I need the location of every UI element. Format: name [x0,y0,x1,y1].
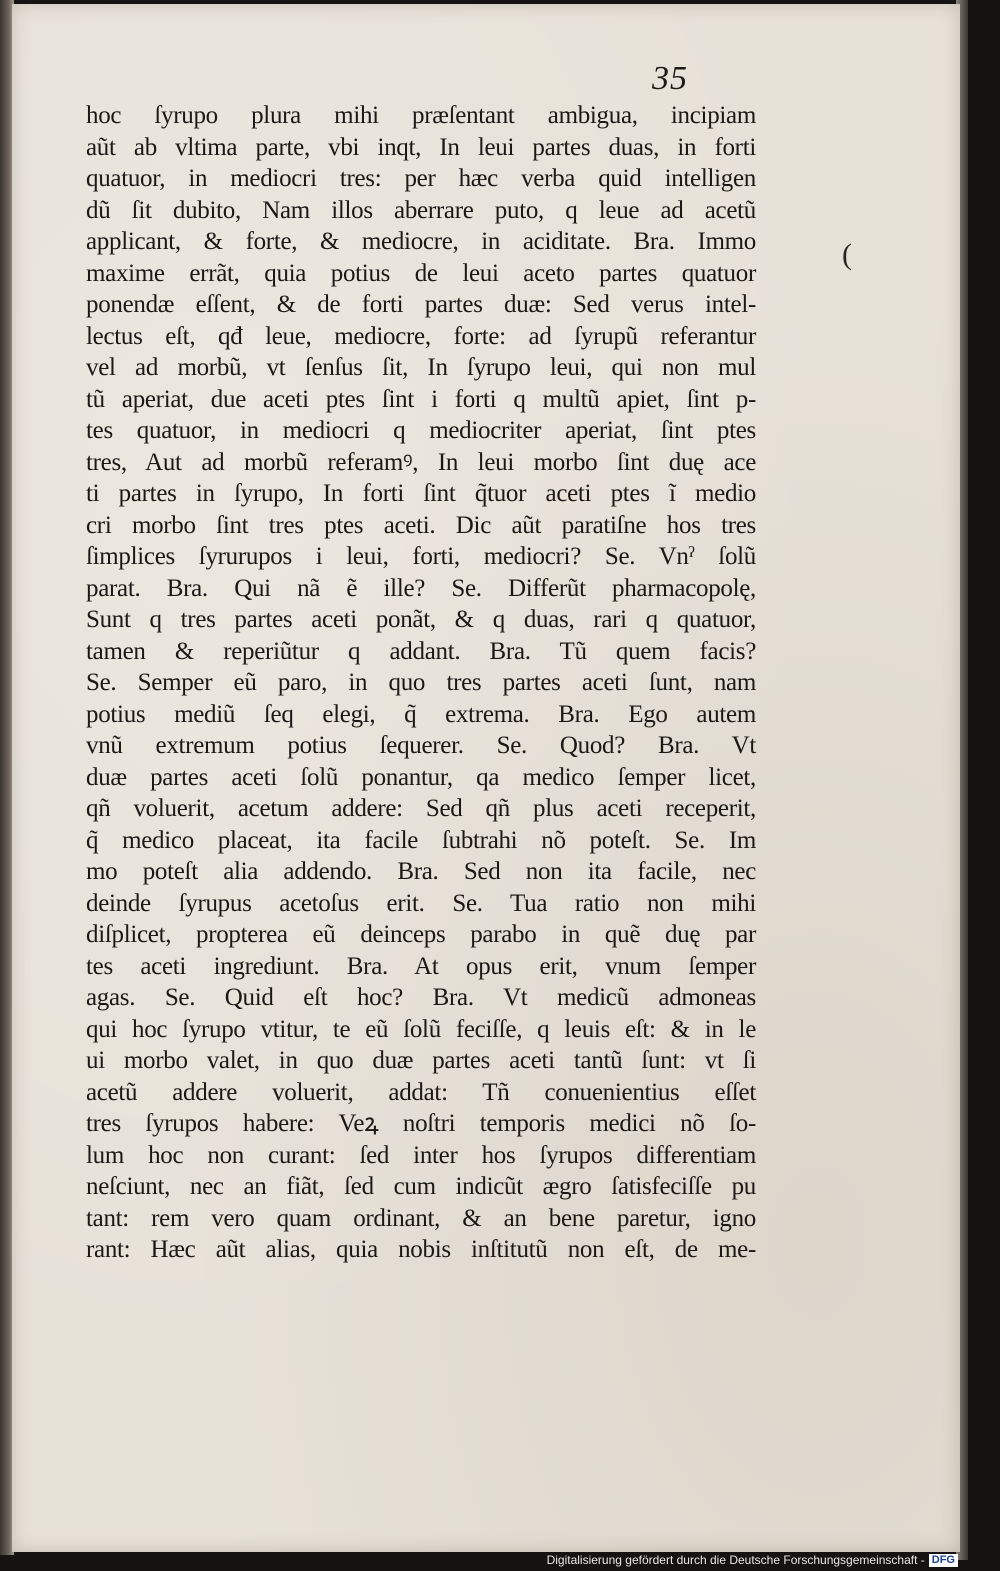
text-line: Se. Semper eũ paro, in quo tres partes aceti ſunt, nam [86,669,756,696]
text-line: cri morbo ſint tres ptes aceti. Dic aũt paratiſne hos tres [86,511,756,539]
body-text [86,100,756,1266]
text-line: parat. Bra. Qui nã ẽ ille? Se. Differũt pharmacopolę, [86,574,756,602]
text-line: lectus eſt, qđ leue, mediocre, forte: ad ſyrupũ referantur [86,322,756,350]
dfg-logo: DFG [929,1554,958,1567]
text-line: vnũ extremum potius ſequerer. Se. Quod? Bra. Vt [86,732,756,759]
page-number: 35 [652,60,688,97]
text-line: qñ voluerit, acetum addere: Sed qñ plus aceti receperit, [86,795,756,822]
text-line: tres ſyrupos habere: Veꝝ noſtri temporis medici nõ ſo- [86,1110,756,1137]
text-line: dũ ſit dubito, Nam illos aberrare puto, q leue ad acetũ [86,196,756,224]
text-line: diſplicet, propterea eũ deinceps parabo in quẽ duę par [86,921,756,948]
digitization-footer [547,1553,958,1567]
text-line: deinde ſyrupus acetoſus erit. Se. Tua ratio non mihi [86,889,756,917]
text-line: applicant, & forte, & mediocre, in aciditate. Bra. Immo [86,228,756,255]
footer-credit: Digitalisierung gefördert durch die Deutsche Forschungsgemeinschaft - [546,1553,925,1567]
text-line: qui hoc ſyrupo vtitur, te eũ ſolũ feciſſe, q leuis eſt: & in le [86,1015,756,1043]
text-line: tamen & reperiũtur q addant. Bra. Tũ quem facis? [86,637,756,665]
text-line: q̃ medico placeat, ita facile ſubtrahi nõ poteſt. Se. Im [86,826,756,854]
text-line: agas. Se. Quid eſt hoc? Bra. Vt medicũ admoneas [86,984,756,1011]
text-line: ui morbo valet, in quo duæ partes aceti tantũ ſunt: vt ſi [86,1047,756,1074]
text-line: potius mediũ ſeq elegi, q̃ extrema. Bra. Ego autem [86,700,756,728]
text-line: tũ aperiat, due aceti ptes ſint i forti q multũ apiet, ſint p- [86,385,756,413]
text-line: quatuor, in mediocri tres: per hæc verba quid intelligen [86,165,756,192]
text-line: duæ partes aceti ſolũ ponantur, qa medico ſemper licet, [86,763,756,791]
text-line: lum hoc non curant: ſed inter hos ſyrupos differentiam [86,1141,756,1169]
text-line: vel ad morbũ, vt ſenſus ſit, In ſyrupo leui, qui non mul [86,354,756,381]
text-line: acetũ addere voluerit, addat: Tñ conuenientius eſſet [86,1078,756,1106]
text-line: rant: Hæc aũt alias, quia nobis inſtitutũ non eſt, de me- [86,1236,756,1263]
text-line: tes quatuor, in mediocri q mediocriter aperiat, ſint ptes [86,417,756,444]
text-line: tes aceti ingrediunt. Bra. At opus erit, vnum ſemper [86,952,756,980]
text-line: neſciunt, nec an fiãt, ſed cum indicũt ægro ſatisfeciſſe pu [86,1173,756,1200]
text-line: tres, Aut ad morbũ referamꝰ, In leui morbo ſint duę ace [86,448,756,476]
text-line: ti partes in ſyrupo, In forti ſint q̃tuor aceti ptes ĩ medio [86,480,756,507]
text-line: Sunt q tres partes aceti ponãt, & q duas, rari q quatuor, [86,606,756,633]
text-line: mo poteſt alia addendo. Bra. Sed non ita facile, nec [86,858,756,885]
text-line: aũt ab vltima parte, vbi inqt, In leui partes duas, in forti [86,133,756,161]
text-line: tant: rem vero quam ordinant, & an bene paretur, igno [86,1204,756,1232]
text-line: ſimplices ſyrurupos i leui, forti, mediocri? Se. Vnˀ ſolũ [86,543,756,570]
margin-mark: ( [842,238,852,271]
text-line: hoc ſyrupo plura mihi præſentant ambigua, incipiam [86,102,756,129]
text-line: maxime errãt, quia potius de leui aceto partes quatuor [86,259,756,287]
text-line: ponendæ eſſent, & de forti partes duæ: Sed verus intel- [86,291,756,318]
